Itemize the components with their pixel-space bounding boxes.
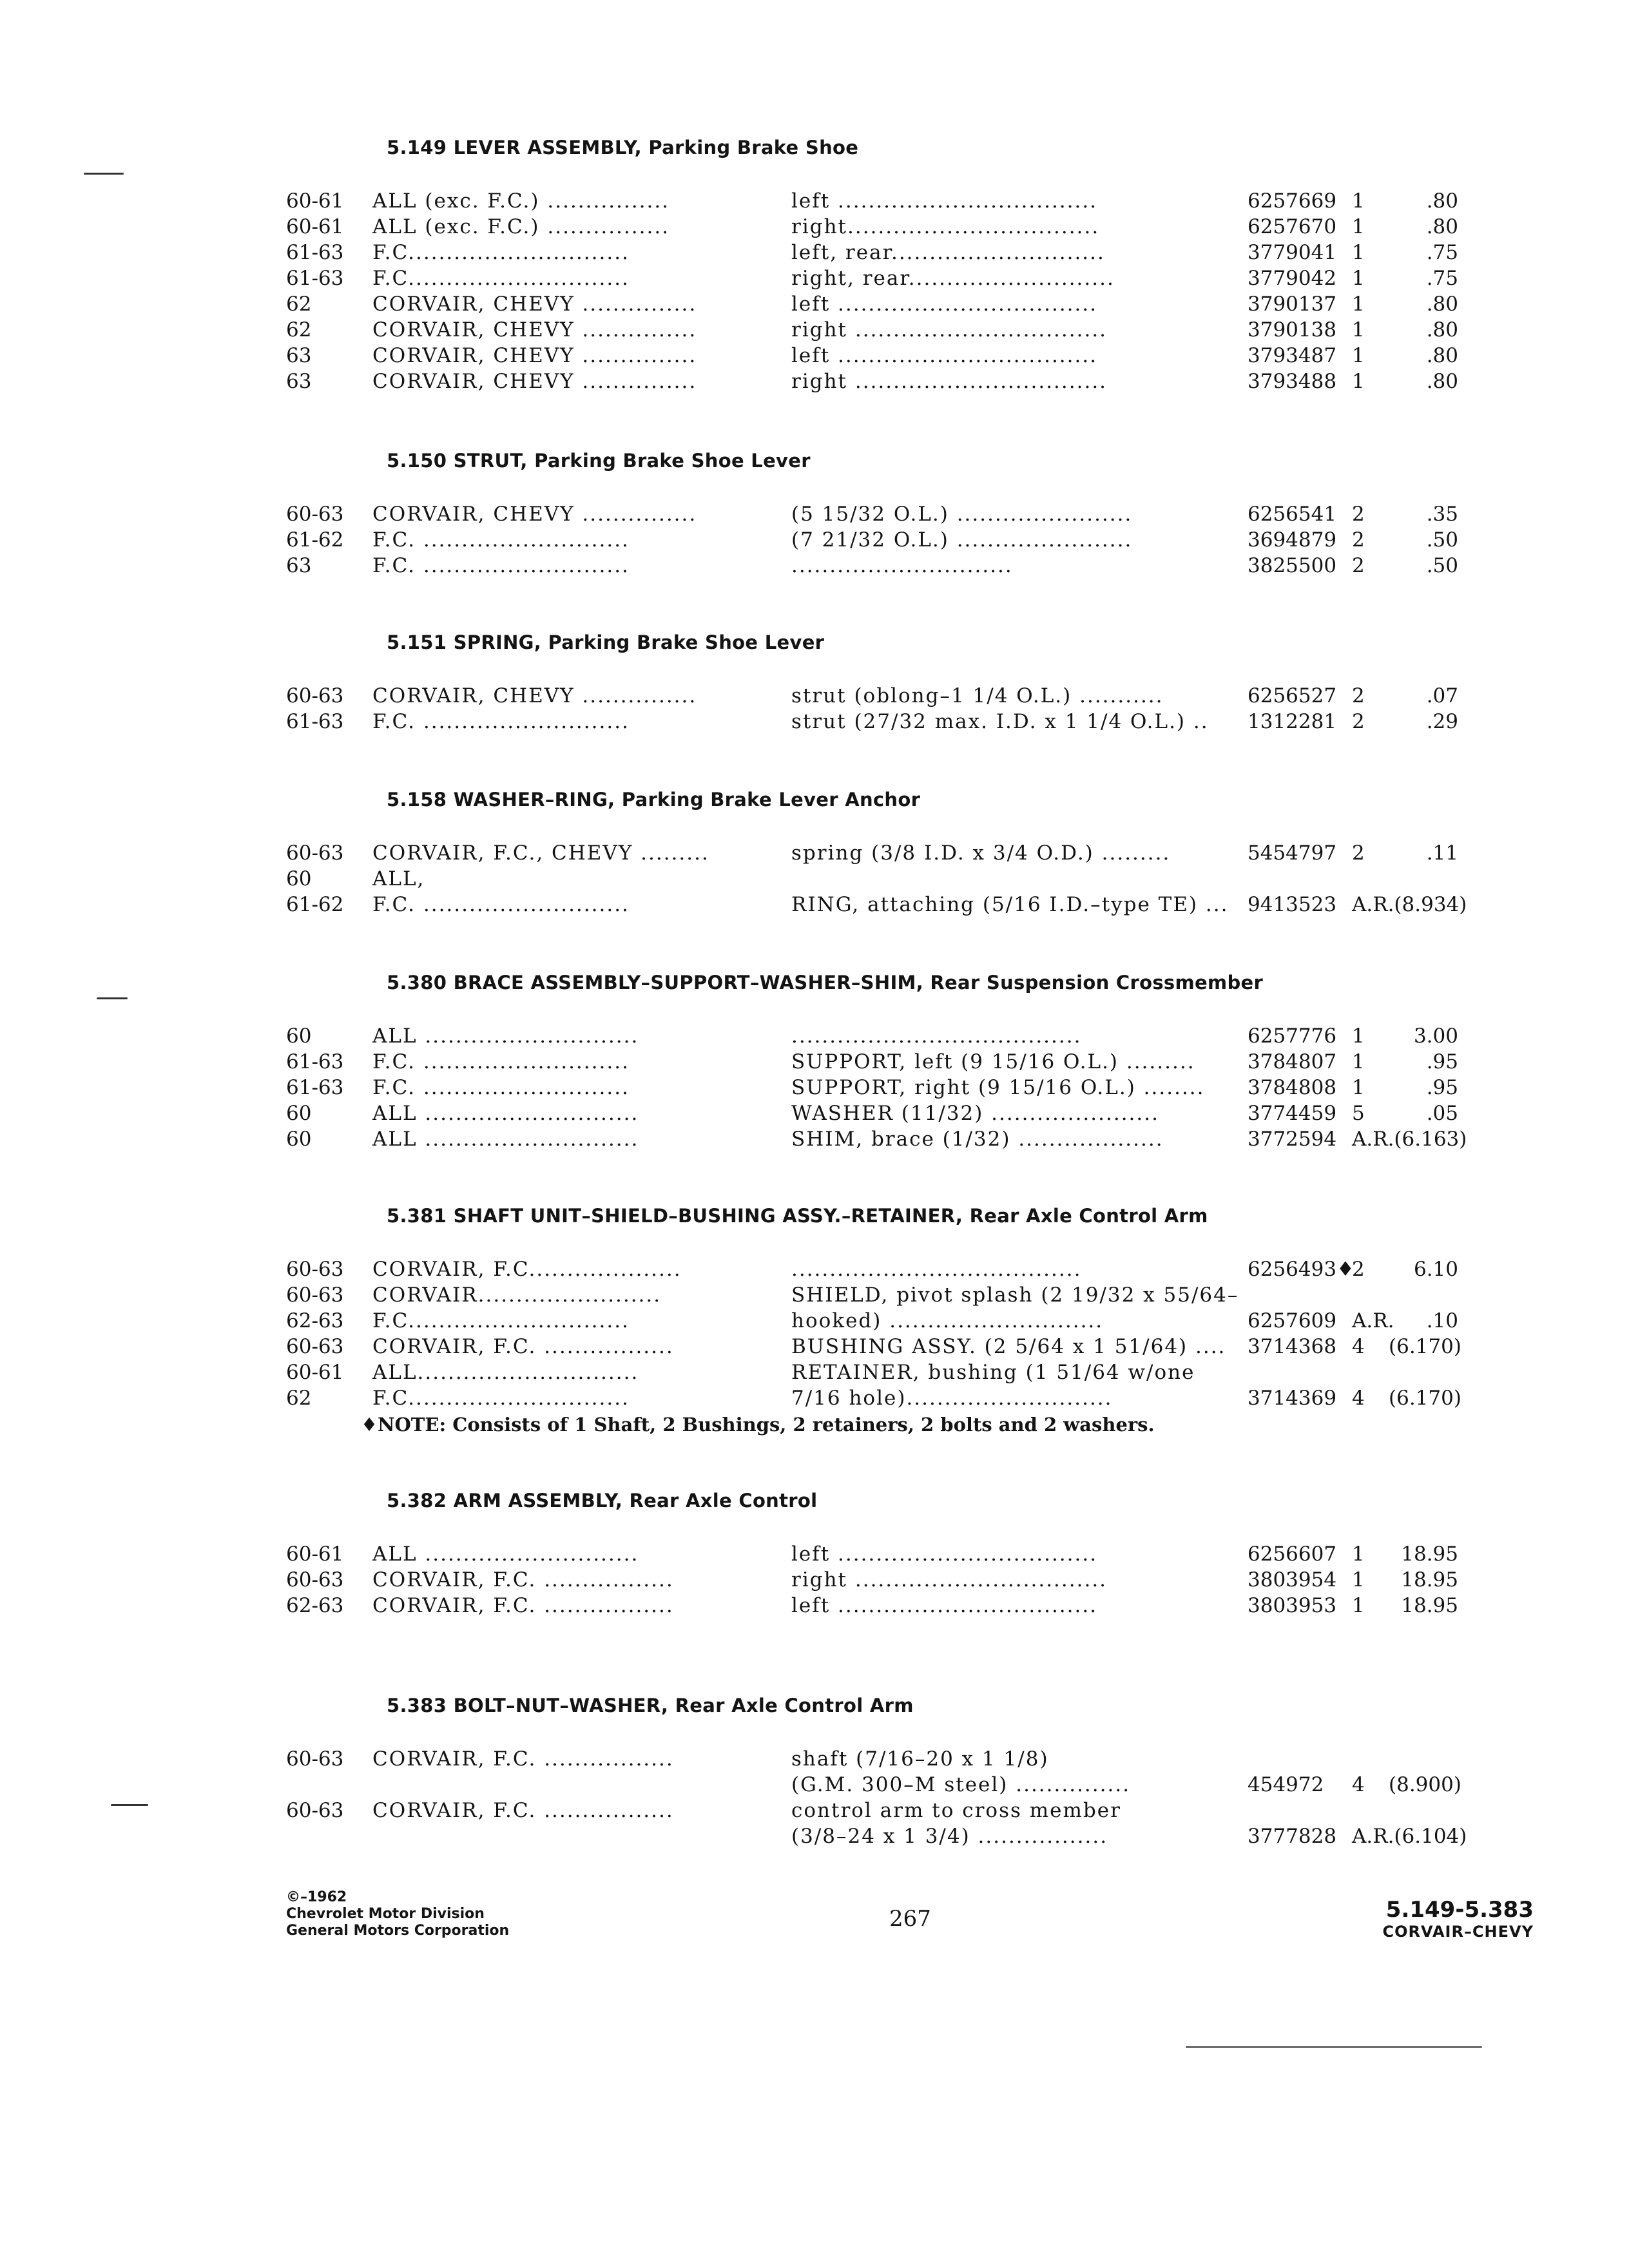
row-quantity: A.R. [1352,1309,1394,1332]
parts-row [0,553,1629,579]
row-part-number: 3803954 [1248,1568,1337,1591]
row-models: F.C. ........................... [372,710,630,733]
row-price: (8.900) [1389,1773,1461,1796]
row-models: F.C............................. [372,1387,630,1410]
section-number: 5.151 [387,631,447,653]
parts-row [0,866,1629,892]
row-part-number: 3790138 [1248,318,1337,341]
row-description: 7/16 hole)........................... [791,1387,1113,1410]
row-price: .80 [1426,318,1458,341]
footer-range: 5.149-5.383 [1385,1897,1534,1923]
row-models: ALL ............................ [372,1128,639,1151]
parts-row [0,240,1629,265]
row-years: 60-61 [286,215,344,238]
row-quantity: 1 [1352,370,1365,393]
section-heading [387,450,811,472]
row-years: 61-62 [286,893,344,916]
row-years: 60 [286,1128,312,1151]
row-description: shaft (7/16–20 x 1 1/8) [791,1747,1049,1771]
section-heading [387,1695,914,1716]
row-years: 60-63 [286,1799,344,1822]
parts-row [0,1334,1629,1360]
section-title: BRACE ASSEMBLY–SUPPORT–WASHER–SHIM, [453,972,924,994]
row-quantity: 1 [1352,318,1365,341]
row-years: 60-63 [286,1335,344,1358]
row-models: CORVAIR........................ [372,1283,662,1307]
row-quantity: 4 [1352,1335,1365,1358]
section-subtitle: Parking Brake Shoe Lever [534,450,811,472]
row-years: 62-63 [286,1594,344,1617]
row-price: .75 [1426,241,1458,264]
section-subtitle: Rear Axle Control Arm [969,1205,1208,1227]
margin-mark [97,997,128,999]
row-part-number: 3714369 [1248,1387,1337,1410]
section-number: 5.149 [387,137,447,159]
section-note: ♦NOTE: Consists of 1 Shaft, 2 Bushings, 2 retainers, 2 bolts and 2 washers. [361,1414,1155,1436]
row-years: 61-63 [286,241,344,264]
section-subtitle: Rear Axle Control [629,1490,818,1512]
row-part-number: 3784807 [1248,1050,1337,1073]
section-title: ARM ASSEMBLY, [453,1490,623,1512]
row-models: CORVAIR, CHEVY ............... [372,684,697,707]
section-subtitle: Rear Axle Control Arm [675,1695,914,1716]
section-subtitle: Parking Brake Shoe Lever [548,631,825,653]
row-models: ALL, [372,867,425,890]
row-models: F.C............................. [372,267,630,290]
row-price: (6.170) [1389,1387,1461,1410]
section-number: 5.150 [387,450,447,472]
row-description: right, rear........................... [791,267,1115,290]
row-years: 60-63 [286,1258,344,1281]
row-quantity: 1 [1352,189,1365,213]
row-quantity: 2 [1352,710,1365,733]
row-years: 60 [286,867,312,890]
section-heading [387,789,920,811]
row-part-number: 3714368 [1248,1335,1337,1358]
row-models: ALL (exc. F.C.) ................ [372,189,670,213]
row-models: F.C. ........................... [372,1050,630,1073]
parts-row [0,1798,1629,1823]
row-models: ALL ............................ [372,1542,639,1566]
row-part-number: 1312281 [1248,710,1337,733]
section-heading [387,1490,817,1512]
row-price: .50 [1426,554,1458,577]
footer-publisher [286,1889,509,1939]
row-quantity: A.R.(6.104) [1352,1825,1467,1848]
row-models: CORVAIR, CHEVY ............... [372,318,697,341]
row-price: .05 [1426,1102,1458,1125]
row-years: 61-62 [286,528,344,552]
row-price: .95 [1426,1076,1458,1099]
row-models: CORVAIR, F.C., CHEVY ......... [372,841,709,865]
row-price: 6.10 [1413,1258,1458,1281]
rule-line [1186,2046,1482,2048]
row-description: right ................................. [791,318,1108,341]
row-quantity: 2 [1352,684,1365,707]
row-part-number: 3779041 [1248,241,1337,264]
row-price: .95 [1426,1050,1458,1073]
row-price: .75 [1426,267,1458,290]
row-part-number: 6257609 [1248,1309,1337,1332]
row-years: 63 [286,344,312,367]
row-years: 61-63 [286,267,344,290]
row-price: .80 [1426,215,1458,238]
row-quantity: 1 [1352,215,1365,238]
row-description: strut (27/32 max. I.D. x 1 1/4 O.L.) .. [791,710,1209,733]
row-quantity: 2 [1352,841,1365,865]
footer-copyright: ©–1962 [286,1889,347,1905]
parts-row [0,1360,1629,1385]
row-part-number: 3825500 [1248,554,1337,577]
row-years: 62 [286,1387,312,1410]
row-quantity: 2 [1352,503,1365,526]
row-quantity: 5 [1352,1102,1365,1125]
row-description: hooked) ............................ [791,1309,1104,1332]
row-part-number: 3774459 [1248,1102,1337,1125]
row-models: F.C............................. [372,241,630,264]
section-title: SHAFT UNIT–SHIELD–BUSHING ASSY.–RETAINER, [453,1205,963,1227]
parts-row [0,1308,1629,1334]
row-description: left, rear............................ [791,241,1105,264]
row-models: CORVAIR, F.C. ................. [372,1568,674,1591]
section-number: 5.158 [387,789,447,811]
parts-row [0,1075,1629,1100]
row-description: BUSHING ASSY. (2 5/64 x 1 51/64) .... [791,1335,1226,1358]
row-price: .80 [1426,189,1458,213]
row-years: 60 [286,1024,312,1048]
section-title: BOLT–NUT–WASHER, [453,1695,669,1716]
parts-row [0,1256,1629,1282]
parts-row [0,1746,1629,1772]
parts-row [0,317,1629,343]
section-subtitle: Parking Brake Lever Anchor [621,789,921,811]
row-price: .07 [1426,684,1458,707]
row-models: CORVAIR, F.C. ................. [372,1799,674,1822]
row-years: 60-63 [286,841,344,865]
row-years: 61-63 [286,1050,344,1073]
row-years: 60-61 [286,189,344,213]
row-quantity: A.R.(8.934) [1352,893,1467,916]
section-subtitle: Rear Suspension Crossmember [930,972,1264,994]
row-models: CORVAIR, CHEVY ............... [372,503,697,526]
parts-row [0,1593,1629,1619]
row-quantity: 4 [1352,1773,1365,1796]
row-description: (G.M. 300–M steel) ............... [791,1773,1131,1796]
section-number: 5.382 [387,1490,447,1512]
row-part-number: 6256527 [1248,684,1337,707]
row-price: (6.170) [1389,1335,1461,1358]
row-quantity: 1 [1352,241,1365,264]
parts-row [0,1823,1629,1849]
row-description: spring (3/8 I.D. x 3/4 O.D.) ......... [791,841,1171,865]
row-quantity: 1 [1352,1076,1365,1099]
row-description: RETAINER, bushing (1 51/64 w/one [791,1361,1195,1384]
row-part-number: 6256607 [1248,1542,1337,1566]
parts-row [0,709,1629,735]
row-models: CORVAIR, CHEVY ............... [372,293,697,316]
row-description: (3/8–24 x 1 3/4) ................. [791,1825,1108,1848]
row-quantity: 1 [1352,267,1365,290]
row-quantity: A.R.(6.163) [1352,1128,1467,1151]
row-years: 60-63 [286,1568,344,1591]
row-description: WASHER (11/32) ...................... [791,1102,1159,1125]
row-quantity: 2 [1352,554,1365,577]
parts-row [0,291,1629,317]
row-part-number: 6257669 [1248,189,1337,213]
row-years: 60-63 [286,503,344,526]
row-years: 61-63 [286,1076,344,1099]
row-years: 63 [286,370,312,393]
row-part-number: 5454797 [1248,841,1337,865]
row-quantity: 1 [1352,1542,1365,1566]
section-number: 5.380 [387,972,447,994]
footer-book: CORVAIR–CHEVY [1382,1923,1534,1941]
row-part-number: 6256493♦ [1248,1258,1354,1281]
row-price: 3.00 [1413,1024,1458,1048]
parts-row [0,1126,1629,1152]
row-description: left .................................. [791,293,1098,316]
parts-row [0,1282,1629,1308]
row-description: right ................................. [791,1568,1108,1591]
section-heading [387,972,1263,994]
row-quantity: 4 [1352,1387,1365,1410]
row-models: F.C............................. [372,1309,630,1332]
row-years: 62 [286,318,312,341]
row-description: (5 15/32 O.L.) ....................... [791,503,1133,526]
row-years: 60-61 [286,1542,344,1566]
parts-row [0,1772,1629,1798]
row-price: .80 [1426,293,1458,316]
row-part-number: 3803953 [1248,1594,1337,1617]
row-models: CORVAIR, CHEVY ............... [372,370,697,393]
row-description: strut (oblong–1 1/4 O.L.) ........... [791,684,1164,707]
parts-row [0,188,1629,214]
row-part-number: 6257670 [1248,215,1337,238]
row-models: ALL (exc. F.C.) ................ [372,215,670,238]
row-part-number: 3772594 [1248,1128,1337,1151]
row-models: CORVAIR, F.C. ................. [372,1747,674,1771]
row-description: ............................. [791,554,1013,577]
parts-row [0,501,1629,527]
parts-row [0,683,1629,709]
row-part-number: 454972 [1248,1773,1324,1796]
row-description: left .................................. [791,1542,1098,1566]
row-price: 18.95 [1401,1568,1458,1591]
parts-row [0,1100,1629,1126]
section-title: LEVER ASSEMBLY, [453,137,642,159]
row-price: .50 [1426,528,1458,552]
row-part-number: 3694879 [1248,528,1337,552]
parts-row [0,343,1629,369]
footer-division: Chevrolet Motor Division [286,1906,485,1922]
row-quantity: 1 [1352,293,1365,316]
margin-mark [84,173,124,175]
parts-row [0,369,1629,394]
row-models: CORVAIR, CHEVY ............... [372,344,697,367]
footer-corporation: General Motors Corporation [286,1923,510,1939]
row-description: left .................................. [791,1594,1098,1617]
parts-row [0,1541,1629,1567]
section-number: 5.381 [387,1205,447,1227]
row-models: CORVAIR, F.C. ................. [372,1594,674,1617]
row-part-number: 6256541 [1248,503,1337,526]
parts-row [0,1567,1629,1593]
parts-row [0,1023,1629,1049]
row-description: right ................................. [791,370,1108,393]
row-models: F.C. ........................... [372,554,630,577]
row-quantity: 1 [1352,1024,1365,1048]
row-quantity: 2 [1352,528,1365,552]
row-quantity: 1 [1352,1568,1365,1591]
row-part-number: 3784808 [1248,1076,1337,1099]
parts-row [0,892,1629,918]
row-description: right................................. [791,215,1100,238]
row-part-number: 3793487 [1248,344,1337,367]
row-description: left .................................. [791,189,1098,213]
section-heading [387,631,824,653]
parts-row [0,840,1629,866]
row-years: 62-63 [286,1309,344,1332]
row-years: 60-63 [286,1747,344,1771]
row-price: .29 [1426,710,1458,733]
row-quantity: 1 [1352,344,1365,367]
parts-row [0,1385,1629,1411]
row-description: ...................................... [791,1024,1082,1048]
row-description: left .................................. [791,344,1098,367]
row-price: .80 [1426,344,1458,367]
row-years: 60-63 [286,1283,344,1307]
row-models: F.C. ........................... [372,893,630,916]
row-part-number: 6257776 [1248,1024,1337,1048]
row-part-number: 3777828 [1248,1825,1337,1848]
parts-row [0,214,1629,240]
row-years: 60-61 [286,1361,344,1384]
row-models: ALL............................. [372,1361,639,1384]
row-part-number: 3779042 [1248,267,1337,290]
parts-row [0,1049,1629,1075]
row-part-number: 9413523 [1248,893,1337,916]
row-quantity: 2 [1352,1258,1365,1281]
section-heading [387,137,858,159]
row-price: .35 [1426,503,1458,526]
page-number: 267 [889,1906,931,1932]
section-title: WASHER–RING, [453,789,615,811]
row-models: F.C. ........................... [372,1076,630,1099]
row-quantity: 1 [1352,1050,1365,1073]
parts-row [0,527,1629,553]
row-years: 63 [286,554,312,577]
row-price: .80 [1426,370,1458,393]
row-models: ALL ............................ [372,1102,639,1125]
row-price: .10 [1426,1309,1458,1332]
row-description: SHIELD, pivot splash (2 19/32 x 55/64– [791,1283,1239,1307]
row-description: ...................................... [791,1258,1082,1281]
row-models: ALL ............................ [372,1024,639,1048]
row-models: F.C. ........................... [372,528,630,552]
row-years: 61-63 [286,710,344,733]
section-subtitle: Parking Brake Shoe [648,137,859,159]
section-number: 5.383 [387,1695,447,1716]
row-quantity: 1 [1352,1594,1365,1617]
row-description: SUPPORT, right (9 15/16 O.L.) ........ [791,1076,1205,1099]
parts-row [0,265,1629,291]
row-description: SUPPORT, left (9 15/16 O.L.) ......... [791,1050,1195,1073]
row-price: 18.95 [1401,1594,1458,1617]
row-description: (7 21/32 O.L.) ....................... [791,528,1133,552]
row-models: CORVAIR, F.C.................... [372,1258,682,1281]
row-description: SHIM, brace (1/32) ................... [791,1128,1164,1151]
section-title: SPRING, [453,631,542,653]
footer-range-block [1327,1897,1534,1941]
row-years: 60 [286,1102,312,1125]
row-part-number: 3790137 [1248,293,1337,316]
section-title: STRUT, [453,450,528,472]
row-models: CORVAIR, F.C. ................. [372,1335,674,1358]
row-years: 62 [286,293,312,316]
row-price: 18.95 [1401,1542,1458,1566]
row-description: RING, attaching (5/16 I.D.–type TE) ... [791,893,1229,916]
row-description: control arm to cross member [791,1799,1121,1822]
section-heading [387,1205,1208,1227]
row-part-number: 3793488 [1248,370,1337,393]
row-price: .11 [1426,841,1458,865]
row-years: 60-63 [286,684,344,707]
